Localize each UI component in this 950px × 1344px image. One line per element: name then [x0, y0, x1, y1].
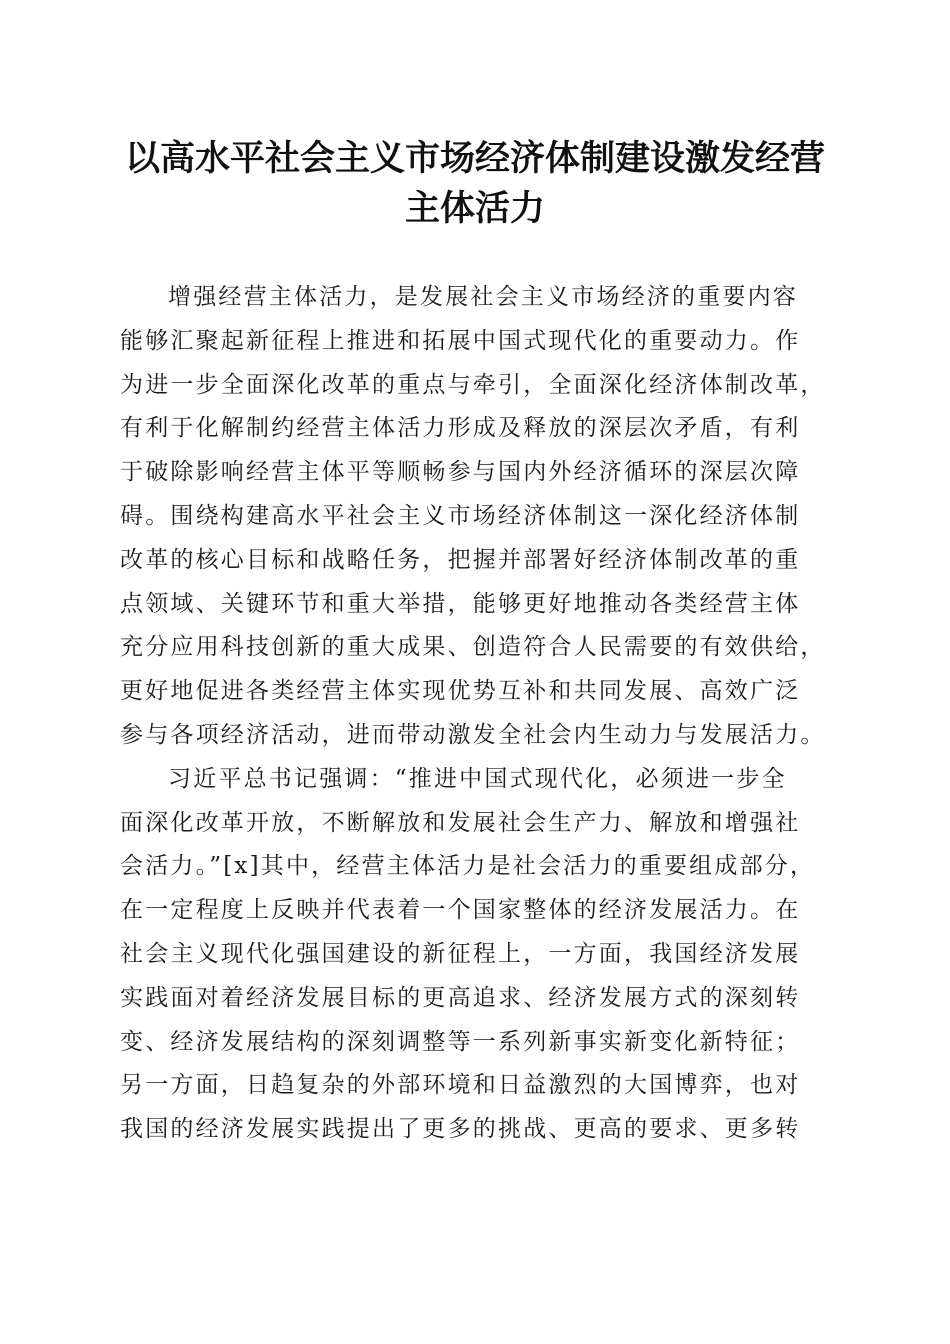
- text-line: 社会主义现代化强国建设的新征程上，一方面，我国经济发展: [120, 940, 801, 967]
- text-line: 在一定程度上反映并代表着一个国家整体的经济发展活力。在: [120, 897, 801, 924]
- text-line: 为进一步全面深化改革的重点与牵引，全面深化经济体制改革，: [120, 371, 826, 398]
- text-line: 会活力。”[x]其中，经营主体活力是社会活力的重要组成部分，: [120, 853, 816, 880]
- text-line: 点领域、关键环节和重大举措，能够更好地推动各类经营主体: [120, 590, 801, 617]
- text-line: 我国的经济发展实践提出了更多的挑战、更高的要求、更多转: [120, 1116, 801, 1143]
- text-line: 改革的核心目标和战略任务，把握并部署好经济体制改革的重: [120, 546, 801, 573]
- text-line: 另一方面，日趋复杂的外部环境和日益激烈的大国博弈，也对: [120, 1072, 801, 1099]
- text-line: 参与各项经济活动，进而带动激发全社会内生动力与发展活力。: [120, 721, 826, 748]
- text-line: 面深化改革开放，不断解放和发展社会生产力、解放和增强社: [120, 809, 801, 836]
- document-body: [120, 276, 832, 1152]
- text-line: 更好地促进各类经营主体实现优势互补和共同发展、高效广泛: [120, 678, 801, 705]
- text-line: 充分应用科技创新的重大成果、创造符合人民需要的有效供给，: [120, 634, 826, 661]
- document-title: [100, 134, 850, 234]
- paragraph-1: [120, 276, 832, 758]
- text-line: 习近平总书记强调：“推进中国式现代化，必须进一步全: [168, 765, 787, 792]
- text-line: 碍。围绕构建高水平社会主义市场经济体制这一深化经济体制: [120, 502, 801, 529]
- title-line: 以高水平社会主义市场经济体制建设激发经营: [124, 138, 825, 179]
- text-line: 变、经济发展结构的深刻调整等一系列新事实新变化新特征；: [120, 1028, 801, 1055]
- paragraph-2: [120, 758, 832, 1152]
- text-line: 增强经营主体活力，是发展社会主义市场经济的重要内容: [168, 284, 798, 310]
- text-line: 有利于化解制约经营主体活力形成及释放的深层次矛盾，有利: [120, 415, 801, 442]
- text-line: 能够汇聚起新征程上推进和拓展中国式现代化的重要动力。作: [120, 327, 801, 354]
- text-line: 实践面对着经济发展目标的更高追求、经济发展方式的深刻转: [120, 984, 801, 1011]
- title-line: 主体活力: [404, 188, 545, 229]
- text-line: 于破除影响经营主体平等顺畅参与国内外经济循环的深层次障: [120, 459, 801, 486]
